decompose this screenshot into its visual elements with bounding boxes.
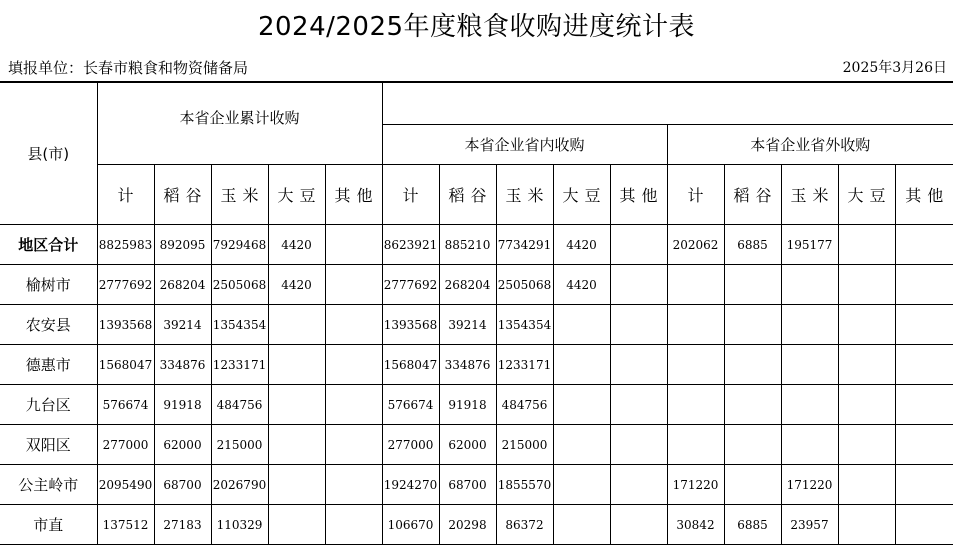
table-row (0, 425, 953, 465)
table-row (0, 225, 953, 265)
group-header-cumulative-label: 本省企业累计收购 (179, 109, 300, 127)
cell-g1-rice: 334876 (154, 345, 211, 385)
cell-g3-rice (724, 385, 781, 425)
cell-g3-total (667, 385, 724, 425)
cell-g3-rice (724, 465, 781, 505)
sub-header-g1-corn: 玉米 (211, 165, 268, 225)
cell-g3-rice (724, 425, 781, 465)
cell-g3-total: 171220 (667, 465, 724, 505)
cell-g2-other (610, 505, 667, 545)
cell-g1-corn: 7929468 (211, 225, 268, 265)
sub-header-row (0, 165, 953, 225)
cell-g3-soybean (838, 265, 895, 305)
cell-g3-other (895, 425, 953, 465)
cell-g1-total: 277000 (97, 425, 154, 465)
sub-header-g2-other: 其他 (610, 165, 667, 225)
cell-g1-soybean: 4420 (268, 265, 325, 305)
cell-g2-total: 1924270 (382, 465, 439, 505)
cell-g2-total: 1393568 (382, 305, 439, 345)
cell-g1-total: 8825983 (97, 225, 154, 265)
cell-g3-other (895, 465, 953, 505)
sub-header-g2-total: 计 (382, 165, 439, 225)
cell-g3-soybean (838, 385, 895, 425)
county-name: 榆树市 (0, 265, 97, 305)
cell-g1-rice: 91918 (154, 385, 211, 425)
sub-header-g2-corn: 玉米 (496, 165, 553, 225)
cell-g2-corn: 1354354 (496, 305, 553, 345)
county-name: 地区合计 (0, 225, 97, 265)
cell-g1-rice: 892095 (154, 225, 211, 265)
cell-g2-corn: 2505068 (496, 265, 553, 305)
cell-g3-rice (724, 305, 781, 345)
cell-g3-total: 30842 (667, 505, 724, 545)
cell-g1-soybean (268, 345, 325, 385)
cell-g1-total: 1568047 (97, 345, 154, 385)
cell-g1-total: 576674 (97, 385, 154, 425)
cell-g2-total: 106670 (382, 505, 439, 545)
cell-g2-other (610, 225, 667, 265)
table-row (0, 385, 953, 425)
cell-g2-total: 1568047 (382, 345, 439, 385)
cell-g1-corn: 2026790 (211, 465, 268, 505)
cell-g3-corn: 23957 (781, 505, 838, 545)
cell-g1-other (325, 305, 382, 345)
cell-g2-total: 8623921 (382, 225, 439, 265)
cell-g3-soybean (838, 425, 895, 465)
cell-g1-total: 1393568 (97, 305, 154, 345)
cell-g1-corn: 110329 (211, 505, 268, 545)
cell-g3-other (895, 305, 953, 345)
cell-g3-corn (781, 385, 838, 425)
cell-g2-rice: 91918 (439, 385, 496, 425)
cell-g1-soybean (268, 505, 325, 545)
cell-g2-soybean (553, 345, 610, 385)
cell-g1-other (325, 225, 382, 265)
cell-g3-soybean (838, 465, 895, 505)
cell-g2-rice: 39214 (439, 305, 496, 345)
cell-g1-rice: 27183 (154, 505, 211, 545)
cell-g2-other (610, 345, 667, 385)
cell-g3-other (895, 265, 953, 305)
cell-g2-other (610, 265, 667, 305)
cell-g2-corn: 484756 (496, 385, 553, 425)
cell-g1-rice: 62000 (154, 425, 211, 465)
sub-header-g1-total: 计 (97, 165, 154, 225)
table-row (0, 465, 953, 505)
table-row (0, 305, 953, 345)
cell-g2-corn: 7734291 (496, 225, 553, 265)
sub-header-g3-soybean: 大豆 (838, 165, 895, 225)
cell-g3-total (667, 305, 724, 345)
table-row (0, 345, 953, 385)
group-header-in-province: 本省企业省内收购 (382, 125, 667, 165)
cell-g2-soybean (553, 505, 610, 545)
county-name: 德惠市 (0, 345, 97, 385)
cell-g3-soybean (838, 505, 895, 545)
cell-g3-rice: 6885 (724, 225, 781, 265)
cell-g1-total: 2095490 (97, 465, 154, 505)
cell-g3-rice (724, 345, 781, 385)
cell-g1-soybean: 4420 (268, 225, 325, 265)
cell-g1-soybean (268, 465, 325, 505)
cell-g2-rice: 68700 (439, 465, 496, 505)
cell-g3-other (895, 385, 953, 425)
cell-g1-rice: 268204 (154, 265, 211, 305)
cell-g2-other (610, 465, 667, 505)
table-row (0, 505, 953, 545)
cell-g2-rice: 20298 (439, 505, 496, 545)
cell-g3-other (895, 345, 953, 385)
cell-g2-other (610, 385, 667, 425)
county-name: 农安县 (0, 305, 97, 345)
cell-g3-total: 202062 (667, 225, 724, 265)
cell-g3-corn (781, 425, 838, 465)
report-date: 2025年3月26日 (842, 60, 947, 76)
cell-g3-rice (724, 265, 781, 305)
cell-g3-other (895, 505, 953, 545)
cell-g2-rice: 885210 (439, 225, 496, 265)
table-row (0, 265, 953, 305)
purchase-progress-table (0, 82, 953, 545)
county-name: 市直 (0, 505, 97, 545)
cell-g2-rice: 62000 (439, 425, 496, 465)
page-title: 2024/2025年度粮食收购进度统计表 (257, 12, 696, 42)
sub-header-g3-other: 其他 (895, 165, 953, 225)
group-header-out-province: 本省企业省外收购 (667, 125, 953, 165)
cell-g1-other (325, 505, 382, 545)
county-header: 县(市) (0, 83, 97, 225)
sub-header-g3-rice: 稻谷 (724, 165, 781, 225)
cell-g2-other (610, 425, 667, 465)
cell-g2-corn: 1233171 (496, 345, 553, 385)
sub-header-g3-total: 计 (667, 165, 724, 225)
cell-g2-soybean: 4420 (553, 225, 610, 265)
cell-g2-soybean (553, 425, 610, 465)
county-name: 双阳区 (0, 425, 97, 465)
cell-g2-corn: 86372 (496, 505, 553, 545)
cell-g3-corn (781, 305, 838, 345)
cell-g1-rice: 68700 (154, 465, 211, 505)
cell-g3-total (667, 425, 724, 465)
header-blank (382, 83, 953, 125)
cell-g3-total (667, 265, 724, 305)
cell-g1-soybean (268, 425, 325, 465)
cell-g2-soybean (553, 305, 610, 345)
cell-g3-corn (781, 265, 838, 305)
cell-g1-other (325, 385, 382, 425)
cell-g3-corn: 171220 (781, 465, 838, 505)
group-header-cumulative (97, 83, 382, 165)
cell-g3-corn: 195177 (781, 225, 838, 265)
cell-g2-rice: 268204 (439, 265, 496, 305)
cell-g2-total: 2777692 (382, 265, 439, 305)
reporting-unit: 填报单位：长春市粮食和物资储备局 (8, 59, 249, 77)
cell-g1-corn: 2505068 (211, 265, 268, 305)
cell-g2-rice: 334876 (439, 345, 496, 385)
cell-g2-corn: 1855570 (496, 465, 553, 505)
cell-g1-other (325, 425, 382, 465)
cell-g3-corn (781, 345, 838, 385)
cell-g1-total: 137512 (97, 505, 154, 545)
sub-header-g2-rice: 稻谷 (439, 165, 496, 225)
cell-g2-total: 576674 (382, 385, 439, 425)
cell-g1-corn: 1354354 (211, 305, 268, 345)
cell-g1-other (325, 265, 382, 305)
cell-g1-other (325, 465, 382, 505)
cell-g2-other (610, 305, 667, 345)
sub-header-g3-corn: 玉米 (781, 165, 838, 225)
county-name: 公主岭市 (0, 465, 97, 505)
cell-g3-soybean (838, 225, 895, 265)
cell-g1-total: 2777692 (97, 265, 154, 305)
cell-g1-other (325, 345, 382, 385)
cell-g2-total: 277000 (382, 425, 439, 465)
sub-header-g1-soybean: 大豆 (268, 165, 325, 225)
cell-g2-soybean (553, 465, 610, 505)
cell-g1-soybean (268, 305, 325, 345)
cell-g1-rice: 39214 (154, 305, 211, 345)
cell-g3-soybean (838, 305, 895, 345)
cell-g3-other (895, 225, 953, 265)
sub-header-g1-rice: 稻谷 (154, 165, 211, 225)
cell-g3-soybean (838, 345, 895, 385)
county-name: 九台区 (0, 385, 97, 425)
cell-g3-rice: 6885 (724, 505, 781, 545)
cell-g3-total (667, 345, 724, 385)
cell-g2-corn: 215000 (496, 425, 553, 465)
cell-g2-soybean: 4420 (553, 265, 610, 305)
cell-g2-soybean (553, 385, 610, 425)
cell-g1-corn: 1233171 (211, 345, 268, 385)
sub-header-g2-soybean: 大豆 (553, 165, 610, 225)
cell-g1-corn: 215000 (211, 425, 268, 465)
cell-g1-corn: 484756 (211, 385, 268, 425)
cell-g1-soybean (268, 385, 325, 425)
sub-header-g1-other: 其他 (325, 165, 382, 225)
